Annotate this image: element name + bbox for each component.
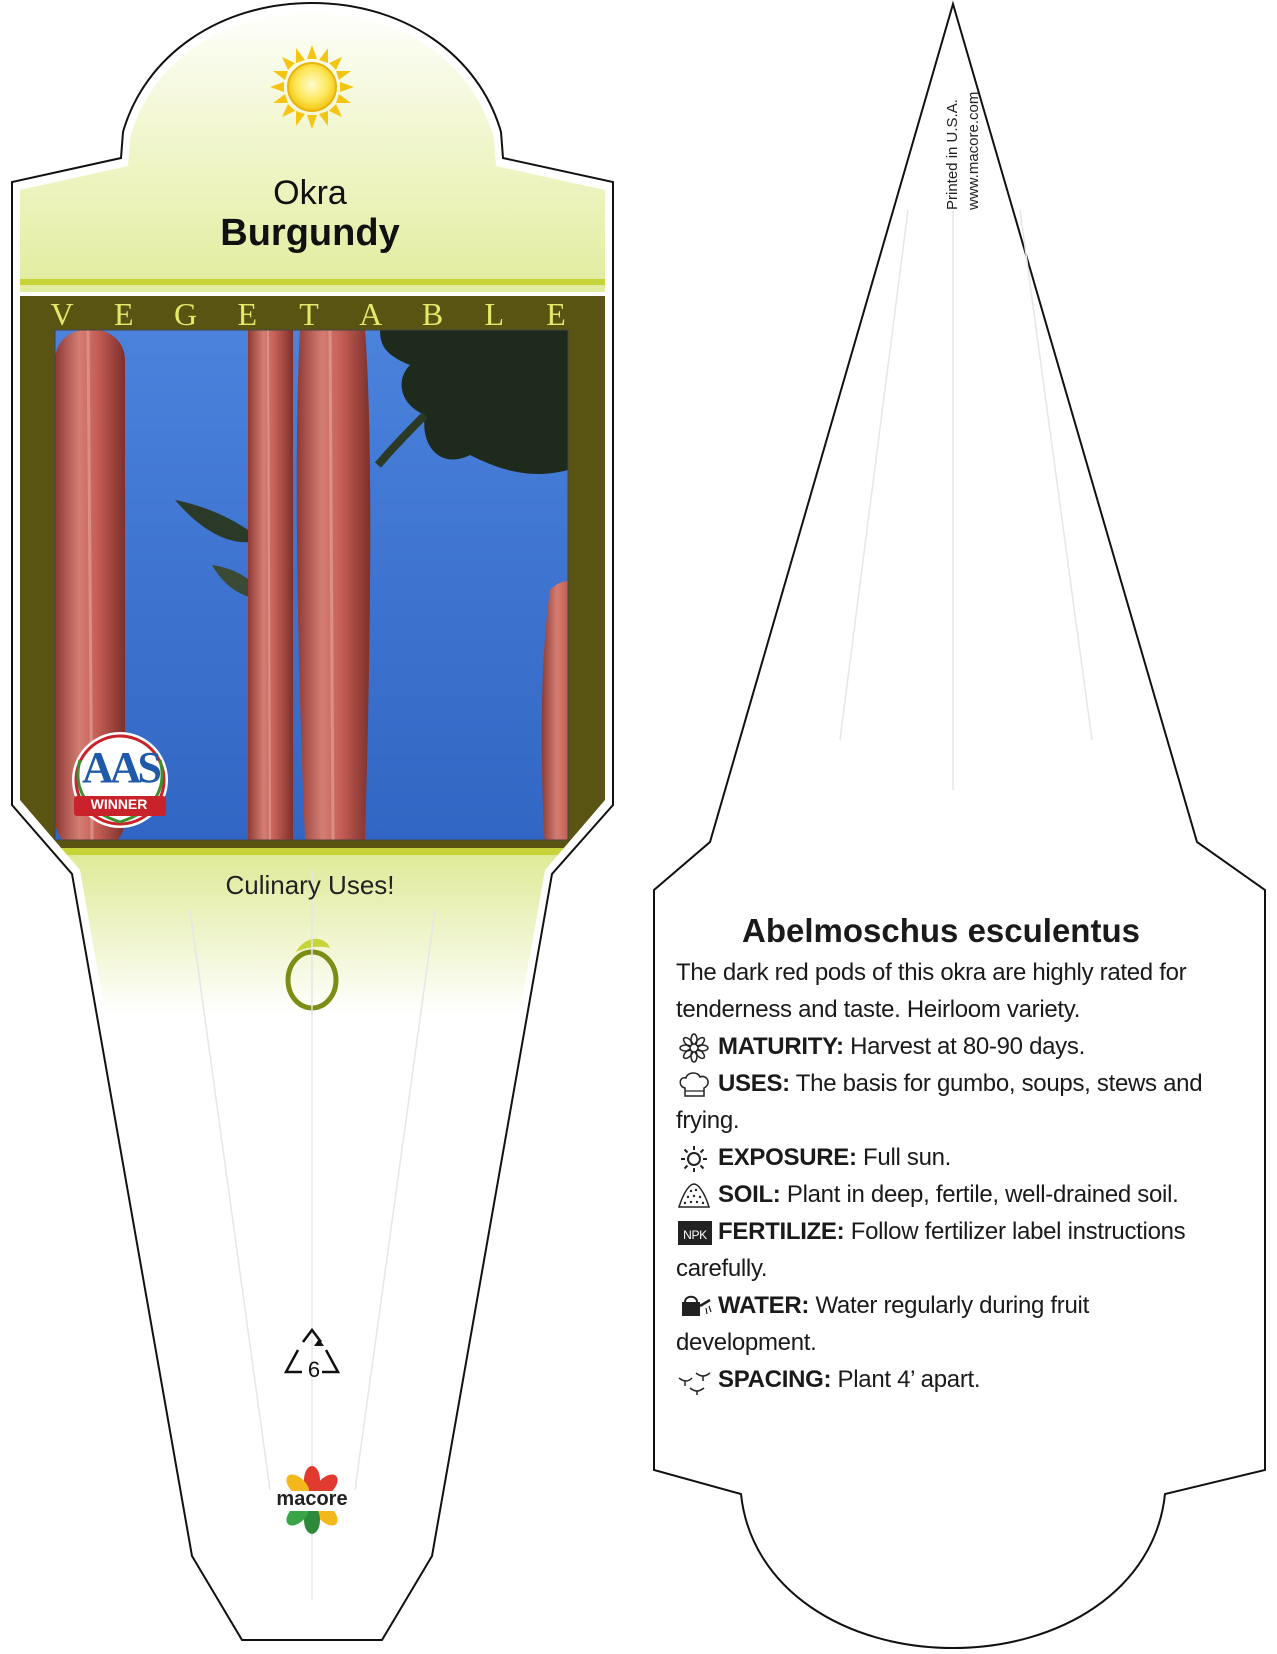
variety-name: Burgundy bbox=[220, 212, 400, 254]
uses-text: The basis for gumbo, soups, stews and frying. bbox=[676, 1070, 1203, 1134]
soil-label: SOIL: bbox=[718, 1181, 781, 1208]
category-letter: A bbox=[359, 296, 383, 332]
npk-fertilizer-icon bbox=[676, 1218, 714, 1248]
fertilize-label: FERTILIZE: bbox=[718, 1218, 845, 1245]
soil-row bbox=[676, 1176, 1206, 1213]
water-label: WATER: bbox=[718, 1292, 810, 1319]
sun-outline-icon bbox=[676, 1144, 714, 1174]
back-tag bbox=[654, 4, 1265, 1648]
exposure-row bbox=[676, 1139, 1206, 1176]
maturity-text: Harvest at 80-90 days. bbox=[850, 1033, 1085, 1060]
maturity-label: MATURITY: bbox=[718, 1033, 844, 1060]
back-copy bbox=[676, 912, 1206, 1398]
spacing-row bbox=[676, 1361, 1206, 1398]
aas-logo-text: AAS bbox=[81, 743, 159, 792]
category-letter: V bbox=[50, 296, 74, 332]
spacing-label: SPACING: bbox=[718, 1366, 832, 1393]
tagline: Culinary Uses! bbox=[225, 870, 395, 900]
back-tag-outline bbox=[654, 4, 1265, 1648]
water-row bbox=[676, 1287, 1206, 1361]
chef-hat-icon bbox=[676, 1070, 714, 1100]
water-text: Water regularly during fruit development. bbox=[676, 1292, 1089, 1356]
botanical-name: Abelmoschus esculentus bbox=[742, 912, 1140, 949]
description: The dark red pods of this okra are highly rated for tenderness and taste. Heirloom variety. bbox=[676, 959, 1187, 1023]
aas-winner-text: WINNER bbox=[90, 796, 148, 812]
category-letter: E bbox=[113, 296, 134, 332]
npk-text: NPK bbox=[683, 1227, 707, 1242]
uses-label: USES: bbox=[718, 1070, 790, 1097]
soil-pile-icon bbox=[676, 1181, 714, 1211]
daisy-icon bbox=[676, 1033, 714, 1063]
category-letter: E bbox=[237, 296, 258, 332]
category-letter: T bbox=[299, 296, 319, 332]
category-letter: E bbox=[546, 296, 566, 332]
category-letter: L bbox=[484, 296, 505, 332]
sun-icon bbox=[270, 45, 354, 129]
category-letter: G bbox=[173, 296, 198, 332]
uses-row bbox=[676, 1065, 1206, 1139]
fertilize-text: Follow fertilizer label instructions carefully. bbox=[676, 1218, 1186, 1282]
fertilize-row bbox=[676, 1213, 1206, 1287]
spacing-arrows-icon bbox=[676, 1366, 714, 1396]
common-name: Okra bbox=[273, 174, 347, 212]
category-label bbox=[44, 296, 574, 333]
website: www.macore.com bbox=[965, 91, 982, 210]
printed-info bbox=[942, 92, 984, 210]
recycle-code: 6 bbox=[307, 1357, 321, 1382]
soil-text: Plant in deep, fertile, well-drained soil. bbox=[786, 1181, 1179, 1208]
watering-can-icon bbox=[676, 1292, 714, 1322]
maturity-row bbox=[676, 1028, 1206, 1065]
brand-name: macore bbox=[276, 1488, 348, 1510]
category-letter: B bbox=[421, 296, 444, 332]
spacing-text: Plant 4’ apart. bbox=[837, 1366, 981, 1393]
exposure-label: EXPOSURE: bbox=[718, 1144, 857, 1171]
exposure-text: Full sun. bbox=[863, 1144, 952, 1171]
printed-line: Printed in U.S.A. bbox=[944, 99, 961, 210]
